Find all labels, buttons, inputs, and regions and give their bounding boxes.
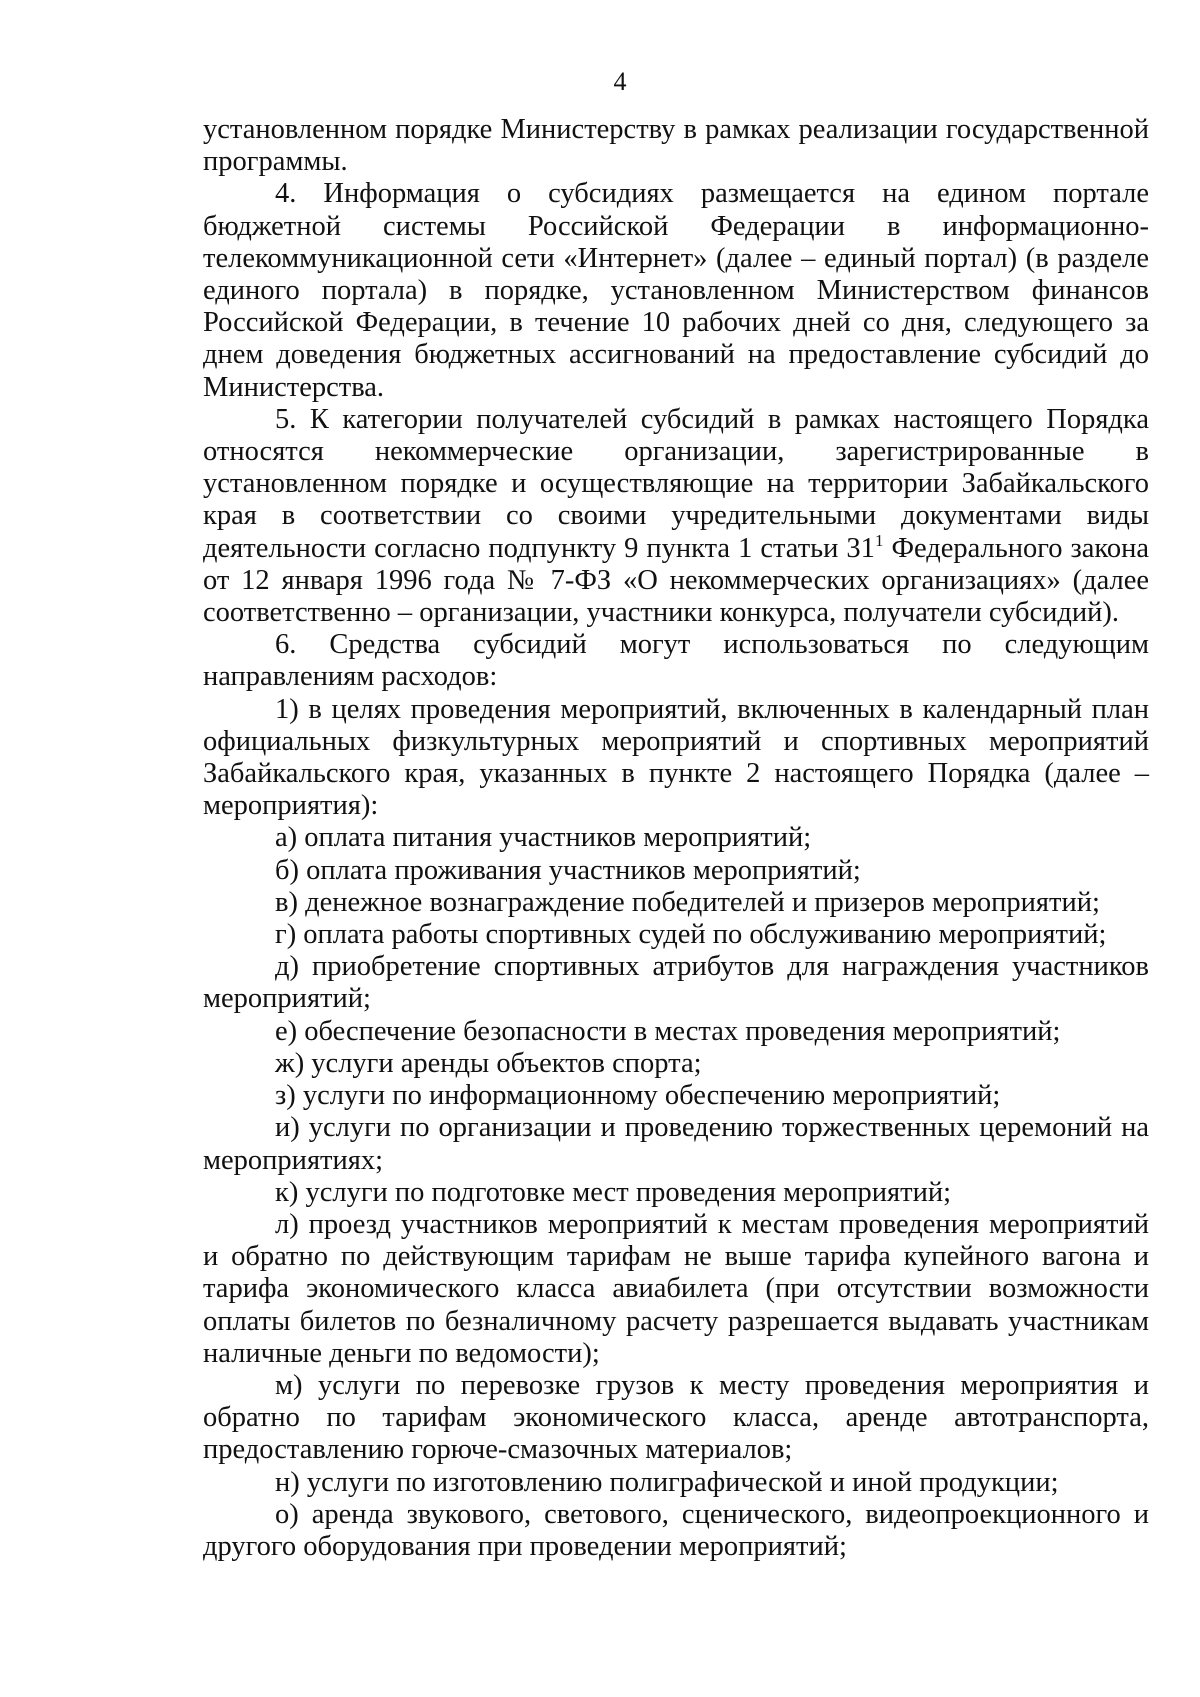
list-item-v: в) денежное вознаграждение победителей и призеров мероприятий; <box>275 886 1100 918</box>
list-item-n: н) услуги по изготовлению полиграфической и иной продукции; <box>275 1466 1059 1498</box>
paragraph-item-5-text: 5. К категории получателей субсидий в рамках настоящего Порядка относятся некоммерческие организации, зарегистрированные в установленном порядке и осуществляющие на территории Забайкальского края в соответствии со своими учредительными документами виды деятельности согласно подпункту 9 пункта 1 статьи 31 <box>203 403 1149 564</box>
list-item-e: е) обеспечение безопасности в местах проведения мероприятий; <box>275 1015 1061 1047</box>
list-item-z: з) услуги по информационному обеспечению мероприятий; <box>275 1080 1001 1112</box>
list-item-g: г) оплата работы спортивных судей по обслуживанию мероприятий; <box>275 919 1107 951</box>
superscript-mark: 1 <box>874 530 884 550</box>
page-number: 4 <box>613 67 627 96</box>
list-item-d: д) приобретение спортивных атрибутов для награждения участников мероприятий; <box>203 951 1149 1015</box>
paragraph-item-6: 6. Средства субсидий могут использоваться по следующим направлениям расходов: <box>203 629 1149 693</box>
list-item-1: 1) в целях проведения мероприятий, включенных в календарный план официальных физкультурных мероприятий и спортивных мероприятий Забайкальского края, указанных в пункте 2 настоящего Порядка (далее – мероприятия): <box>203 693 1149 822</box>
list-item-b: б) оплата проживания участников мероприятий; <box>275 854 861 886</box>
list-item-zh: ж) услуги аренды объектов спорта; <box>275 1047 702 1079</box>
list-item-a: а) оплата питания участников мероприятий; <box>275 822 812 854</box>
paragraph-item-5-text-after: Федерального закона от 12 января 1996 года № 7-ФЗ «О некоммерческих организациях» (далее соответственно – организации, участники конкурса, получатели субсидий). <box>203 532 1149 629</box>
paragraph-item-5 <box>203 404 1149 629</box>
list-item-m: м) услуги по перевозке грузов к месту проведения мероприятия и обратно по тарифам экономического класса, аренде автотранспорта, предоставлению горюче-смазочных материалов; <box>203 1369 1149 1466</box>
list-item-i: и) услуги по организации и проведению торжественных церемоний на мероприятиях; <box>203 1112 1149 1176</box>
list-item-k: к) услуги по подготовке мест проведения мероприятий; <box>275 1176 952 1208</box>
list-item-l: л) проезд участников мероприятий к местам проведения мероприятий и обратно по действующим тарифам не выше тарифа купейного вагона и тарифа экономического класса авиабилета (при отсутствии возможности оплаты билетов по безналичному расчету разрешается выдавать участникам наличные деньги по ведомости); <box>203 1208 1149 1369</box>
paragraph-continuation: установленном порядке Министерству в рамках реализации государственной программы. <box>203 114 1149 178</box>
paragraph-item-4: 4. Информация о субсидиях размещается на едином портале бюджетной системы Российской Федерации в информационно-телекоммуникационной сети «Интернет» (далее – единый портал) (в разделе единого портала) в порядке, установленном Министерством финансов Российской Федерации, в течение 10 рабочих дней со дня, следующего за днем доведения бюджетных ассигнований на предоставление субсидий до Министерства. <box>203 178 1149 403</box>
list-item-o: о) аренда звукового, светового, сценического, видеопроекционного и другого оборудования при проведении мероприятий; <box>203 1498 1149 1562</box>
document-body <box>203 114 1149 1563</box>
